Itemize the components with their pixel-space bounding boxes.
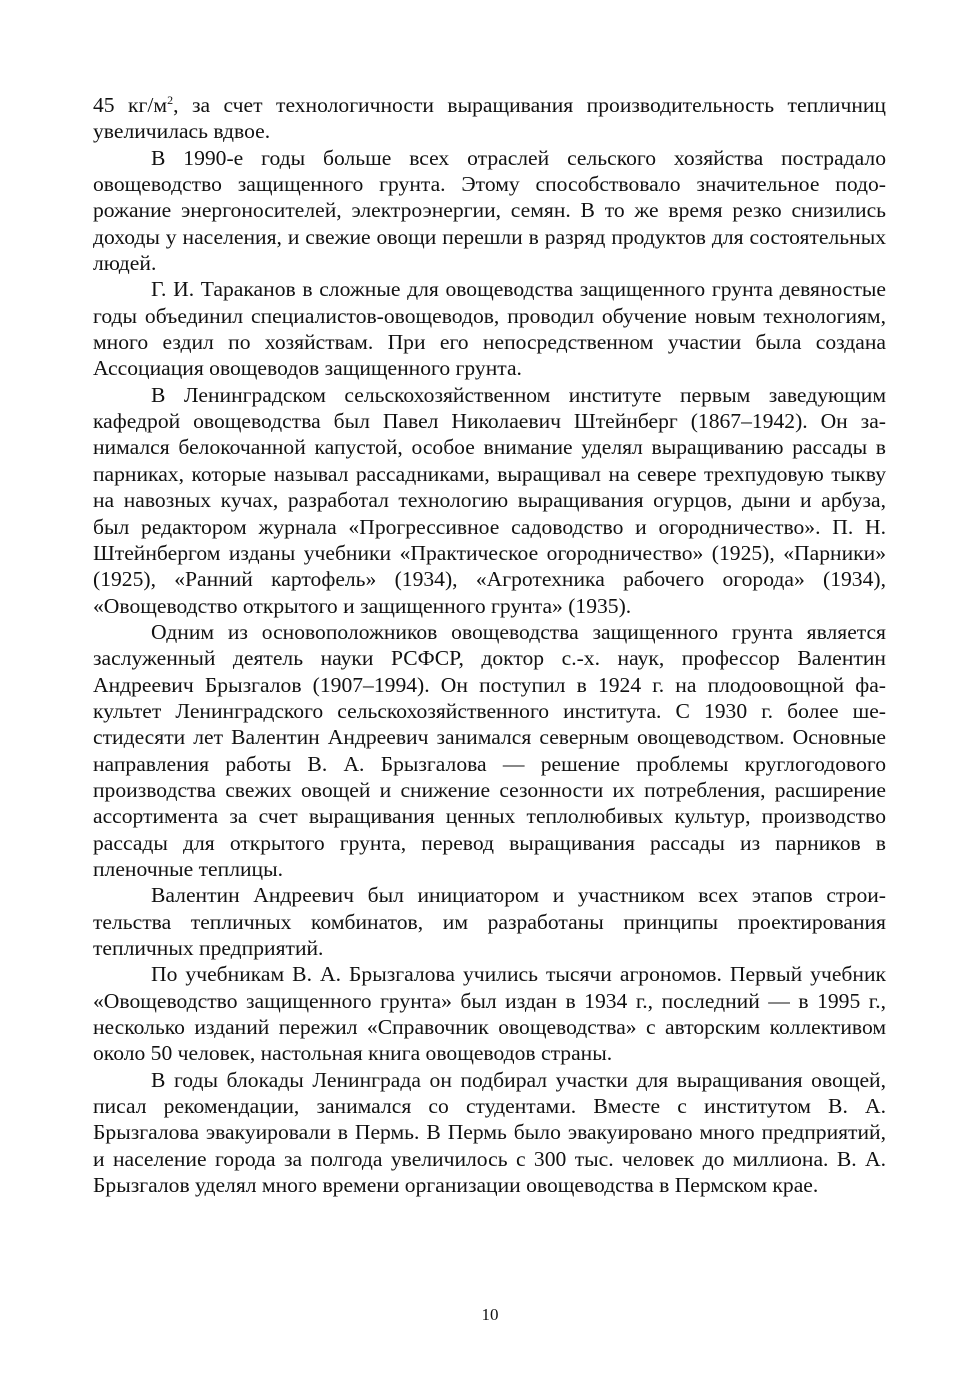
paragraph-bryzgalov-founder: Одним из основоположников овощеводства защищенного грунта является заслуженный деятель науки РСФСР, доктор с.-х. наук, профессор Валентин Андреевич Брызгалов (1907–1994). Он поступил в 1924 г. на плодоовощной факультет Ленинградского сельскохозяйственного института. С 1930 г. более шестидесяти лет Валентин Андреевич занимался северным овощеводством. Основные направления работы В. А. Брызгалова — решение проблемы круглогодового производства свежих овощей и снижение сезонности их потребления, расширение ассортимента за счет выращивания ценных теплолюбивых культур, производство рассады для открытого грунта, перевод выращивания рассады из парников в пленочные теплицы. xyxy=(93,619,886,881)
paragraph-steinberg: В Ленинградском сельскохозяйственном институте первым заведующим кафедрой овощеводства был Павел Николаевич Штейнберг (1867–1942). Он занимался белокочанной капустой, особое внимание уделял выращиванию рассады в парниках, которые называл рассадниками, выращивал на севере трехпудовую тыкву на навозных кучах, разработал технологию выращивания огурцов, дыни и арбуза, был редактором журнала «Прогрессивное садоводство и огородничество». П. Н. Штейнбергом изданы учебники «Практическое огородничество» (1925), «Парники» (1925), «Ранний картофель» (1934), «Агротехника рабочего огорода» (1934), «Овощеводство открытого и защищенного грунта» (1935). xyxy=(93,382,886,618)
paragraph-tarakanov: Г. И. Тараканов в сложные для овощеводства защищенного грунта девяностые годы объединил специалистов-овощеводов, проводил обучение новым технологиям, много ездил по хозяйствам. При его непосредственном участии была создана Ассоциация овощеводов защищенного грунта. xyxy=(93,277,886,381)
page-number: 10 xyxy=(481,1305,499,1324)
document-page xyxy=(93,92,886,1198)
paragraph-greenhouse-plants: Валентин Андреевич был инициатором и участником всех этапов строительства тепличных комбинатов, им разработаны принципы проектирования тепличных предприятий. xyxy=(93,883,886,960)
paragraph-intro xyxy=(93,92,886,145)
paragraph-blockade: В годы блокады Ленинграда он подбирал участки для выращивания овощей, писал рекомендации, занимался со студентами. Вместе с институтом В. А. Брызгалова эвакуировали в Пермь. В Пермь было эвакуировано много предприятий, и население города за полгода увеличилось с 300 тыс. человек до миллиона. В. А. Брызгалов уделял много времени организации овощеводства в Пермском крае. xyxy=(93,1067,886,1198)
paragraph-textbooks: По учебникам В. А. Брызгалова учились тысячи агрономов. Первый учебник «Овощеводство защищенного грунта» был издан в 1934 г., последний — в 1995 г., несколько изданий пережил «Справочник овощеводства» с авторским коллективом около 50 человек, настольная книга овощеводов страны. xyxy=(93,962,886,1066)
intro-text-start: 45 кг/м xyxy=(93,93,168,117)
paragraph-1990s: В 1990-е годы больше всех отраслей сельского хозяйства пострадало овощеводство защищенного грунта. Этому способствовало значительное подорожание энергоносителей, электроэнергии, семян. В то же время резко снизились доходы у населения, и свежие овощи перешли в разряд продуктов для состоятельных людей. xyxy=(93,145,886,276)
intro-text-rest: , за счет технологичности выращивания производительность тепличниц увеличилась вдвое. xyxy=(93,93,886,144)
square-superscript: 2 xyxy=(167,92,174,107)
